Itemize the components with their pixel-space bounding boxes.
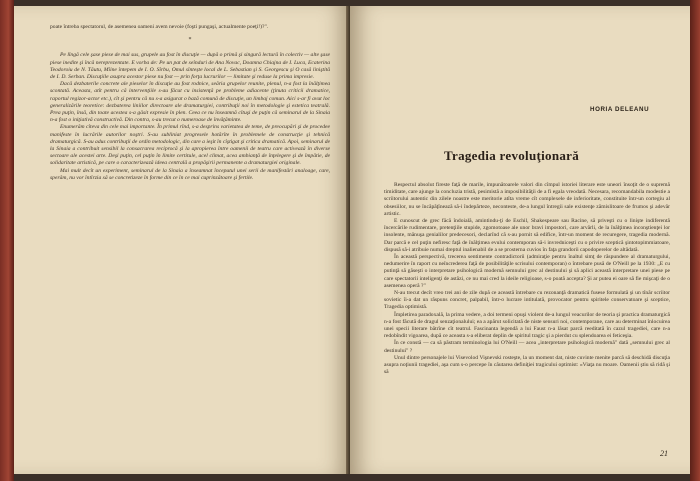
- right-page: [350, 6, 690, 474]
- paragraph: Unul dintre personajele lui Visevolod Vişnevski rosteşte, la un moment dat, niste cuvinte menite parcă să deschidă discuţia asupra noţiunii tragediei, aşa cum s-o percepe în căutarea definiţiei tragicului optimist: «Viaţa nu moare. Oamenii ştiu să ridă şi să: [384, 354, 670, 376]
- paragraph: Mai mult decît un experiment, seminarul de la Sinaia a înseamnat începutul unei serii de manifestări analoage, care, sperăm, nu vor întîrzia să se concretizeze în forme din ce în ce mai cuprinzătoare şi fertile.: [50, 167, 330, 181]
- paragraph: În ce constă — ca să păstram terminologia lui O'Neill — acea „interpretare psihologică modernă" dată „semnului grec al destinului" ?: [384, 340, 670, 354]
- book-cover-right: [690, 0, 700, 481]
- article-title: Tragedia revoluţionară: [444, 148, 580, 163]
- paragraph: Pe lîngă cele şase piese de mai sus, grupele au fost în discuţie — după o primă şi singură lectură în colectiv — alte şase piese inedite şi încă nereprezentate. E vorba de: Pe un pat de seînduri de Ana Novac, Doamna Chiajna de I. Luca, Ecaterina Teodoroiu de N. Tăutu, Mîine întepem de I. O. Sîrbu, Omul sîntește local de L. Sebastian şi S. Georgescu şi O casă liniştită de I. D. Serban. Discuţiile asupra acestor piese nu fost — prin forţa lucrurilor — limitate şi reduse la prima impresie.: [50, 52, 330, 81]
- book-cover-left: [0, 0, 14, 481]
- left-first-line: poate întreba spectatorul, de asemenea oameni avem nevoie (foşti pungaşi, actualmente poeţi!)?".: [50, 24, 269, 30]
- paragraph: N-au trecut decît vreo trei ani de zile după ce această întrebare cu rezonanţă dramatică fusese formulată şi un tînăr scriitor sovietic îi-a dat un răspuns concret, palpabil, într-o lucrare intitulată, provocator pentru spiritele conservatoare şi sceptice, Tragedia optimistă.: [384, 290, 670, 311]
- paragraph: Împletirea paradoxală, la prima vedere, a doi termeni opuşi violent de-a lungul veacurilor de teoria şi practica dramaturgică n-a fost făcută de dragul senzaţionalului; ea a apărut solicitată de niste sensuri noi, contemporane, care au determinat înlocuirea unei specii literare bătrîne cît teatrul. Fascinanta legendă a lui Faust n-a lăsat parcă reeditată în cazul tragediei, care n-a redobîndit vigoarea, după ce aceasta s-a eliberat deplin de spiritul tragic şi a pierdut cu splendoarea ei feticeşia.: [384, 311, 670, 340]
- left-page-text: [50, 24, 330, 182]
- right-page-text: [384, 182, 670, 376]
- paragraph: Respectul absolut fireste faţă de marile, impunătoarele valori din cîmpul istoriei literare este uneori însoţit de o supremă timiditate, care ajunge la concluzia tristă, pesimistă a imposibilităţii de a fi egala vreodată. Necesara, recomandabila modestie a scriitorului autentic din zilele noastre este meritorie atîta vreme cît complexele de inferioritate, constituite într-un cortegiu al obsesiilor, nu se încăpăţînează să-i îndepărteze, neconteste, de-a lungul întregii sale existenţe zămislitoare de frumos şi adevăr artistic.: [384, 182, 670, 217]
- left-paragraphs: [50, 52, 330, 182]
- left-page: [14, 6, 350, 474]
- paragraph: E cunoscut de grec făcă îndoială, amintindu-ţi de Eschil, Shakespeare sau Racine, să priveşti cu o linişte indiferentă încercările rudimentare, pretenţiile stupide, zgomotoase ale unor bravi impostori, care arvărli, de la înălţimea inconştienţei lor insolente, mănuşa genialilor predecesori, declarînd că s-au pornit să edifice, într-un moment de recuregere, tragedia modernă. Dar parcă e cel puţin nefiresc faţă de înălţimea evului contemporan să-i invredniceşti cu o privire sceptică şintotopimmiatoare, dispusă să-i atribuie numai dreptul inalienabil de a se prosterna cuvios în faţa grandorii capodoperelor de altădată.: [384, 218, 670, 253]
- paragraph: În această perspectivă, trecerea sentimente contradictorii (admiraţie pentru înaltul simţ de răspundere al dramaturgului, nedumerire în raport cu neîncrederea faţă de posibilităţile scrisului contemporan) o întrebare pusă de O'Neill pe la 1930: „E cu putinţă să găseşti o interpretare psihologică modernă semnului grec al destinului şi să aplici această interpretare unei piese pe care spectatorii inteligenţi de astăzi, ce nu mai cred la ideile religioase, s-o poată accepta? Şi ar putea ei oare să fie mişcaţi de o asemenea operă ?": [384, 254, 670, 289]
- paragraph: Dacă dezbaterile concrete ale pieselor în discuţie au fost rodnice, seăria grupelor reunite, plenul, n-a fost la înălţimea scontată. Aceasta, atît pentru că intervenţiile s-au făcut cu insistenţă pe probleme adiacente (ţinuta criticii dramatice, raportul regizor-actor etc.), cît şi pentru că nu s-a asigurat o bază comună de discuţie, un limbaj comun. Aici s-ar fi avut loc generalizările teoretice: dezbaterea liniilor directoare ale dramaturgiei, contribuţii noi în metodologie şi estetica teatrală. Prea puţin, însă, din toate acestea s-a găsit expresie în plen. Ceea ce nu înseamnă cîtuşi de puţin că seminarul de la Sinaia n-a fost o iniţiativă constructivă. Din contra, s-au trecut o numeroase de învăţăminte.: [50, 81, 330, 124]
- section-separator: *: [188, 37, 192, 44]
- paragraph: Enumerăm cîteva din cele mai importante. În primul rînd, s-a desprins varietatea de teme, de preocupări şi de procedee manifeste în lucrările autorilor noştri. S-au subliniat progresele hotărîte în problemele de construcţie şi tehnică dramaturgică. S-au adus contribuţii de ordin metodologic, din care a ieşit în cîştigat şi critica dramatică. Apoi, seminarul de la Sinaia a contribuit sensibil la consacrarea reciprocă şi la apropierea între oamenii de teatru care activează în diverse sectoare ale acestei arte. Deşi puţin, cel puţin în limite certitule, acel climat, acea ambianţă de înţelegere şi de împătie, de solidaritate artistică, pe care o caracterizează ideea centrală a propăşirii permanente a dramaturgiei originale.: [50, 124, 330, 167]
- article-author: HORIA DELEANU: [590, 106, 650, 113]
- page-number: 21: [660, 449, 668, 458]
